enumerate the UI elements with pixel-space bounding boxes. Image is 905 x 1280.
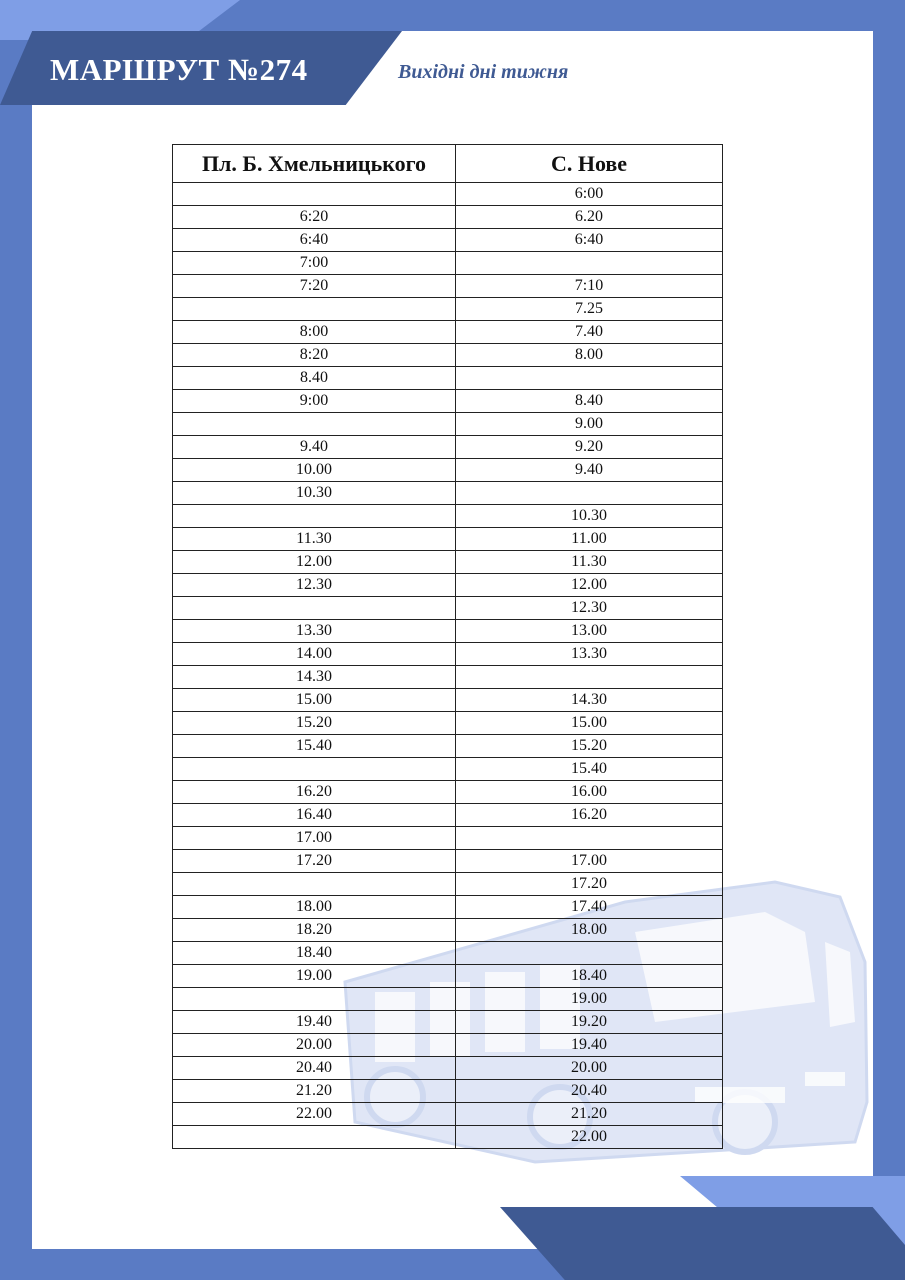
table-row xyxy=(173,1011,723,1034)
table-row xyxy=(173,620,723,643)
departure-time-square: 8:20 xyxy=(173,344,456,367)
departure-time-nove: 7:10 xyxy=(456,275,723,298)
departure-time-square: 7:00 xyxy=(173,252,456,275)
departure-time-nove: 17.40 xyxy=(456,896,723,919)
departure-time-square xyxy=(173,505,456,528)
table-row xyxy=(173,183,723,206)
departure-time-square: 15.40 xyxy=(173,735,456,758)
route-title: МАРШРУТ №274 xyxy=(50,52,308,87)
departure-time-nove: 20.40 xyxy=(456,1080,723,1103)
departure-time-square xyxy=(173,298,456,321)
schedule-table xyxy=(172,144,723,1149)
table-row xyxy=(173,1034,723,1057)
departure-time-square: 10.00 xyxy=(173,459,456,482)
departure-time-nove: 21.20 xyxy=(456,1103,723,1126)
departure-time-nove: 19.00 xyxy=(456,988,723,1011)
table-row xyxy=(173,781,723,804)
departure-time-nove: 7.25 xyxy=(456,298,723,321)
departure-time-square xyxy=(173,597,456,620)
departure-time-nove: 9.20 xyxy=(456,436,723,459)
table-row xyxy=(173,298,723,321)
departure-time-square: 14.30 xyxy=(173,666,456,689)
departure-time-nove: 6.20 xyxy=(456,206,723,229)
table-row xyxy=(173,482,723,505)
departure-time-nove: 22.00 xyxy=(456,1126,723,1149)
departure-time-nove: 10.30 xyxy=(456,505,723,528)
table-row xyxy=(173,206,723,229)
departure-time-square xyxy=(173,413,456,436)
table-row xyxy=(173,574,723,597)
departure-time-square: 13.30 xyxy=(173,620,456,643)
table-row xyxy=(173,1080,723,1103)
schedule-body xyxy=(173,183,723,1149)
table-row xyxy=(173,252,723,275)
departure-time-square xyxy=(173,1126,456,1149)
departure-time-square: 9:00 xyxy=(173,390,456,413)
column-header-nove-village: С. Нове xyxy=(456,145,723,183)
table-row xyxy=(173,919,723,942)
departure-time-nove: 8.40 xyxy=(456,390,723,413)
departure-time-square: 22.00 xyxy=(173,1103,456,1126)
departure-time-square: 16.20 xyxy=(173,781,456,804)
departure-time-nove: 18.40 xyxy=(456,965,723,988)
departure-time-square: 18.40 xyxy=(173,942,456,965)
departure-time-square: 21.20 xyxy=(173,1080,456,1103)
departure-time-square: 9.40 xyxy=(173,436,456,459)
departure-time-nove: 8.00 xyxy=(456,344,723,367)
departure-time-square: 6:20 xyxy=(173,206,456,229)
table-row xyxy=(173,735,723,758)
table-row xyxy=(173,367,723,390)
departure-time-nove: 14.30 xyxy=(456,689,723,712)
table-row xyxy=(173,988,723,1011)
departure-time-square: 20.00 xyxy=(173,1034,456,1057)
departure-time-square: 16.40 xyxy=(173,804,456,827)
table-row xyxy=(173,413,723,436)
departure-time-nove xyxy=(456,827,723,850)
table-row xyxy=(173,436,723,459)
table-row xyxy=(173,712,723,735)
departure-time-square: 14.00 xyxy=(173,643,456,666)
departure-time-square: 15.00 xyxy=(173,689,456,712)
schedule-subtitle: Вихідні дні тижня xyxy=(398,61,569,83)
table-row xyxy=(173,804,723,827)
departure-time-square: 8:00 xyxy=(173,321,456,344)
table-row xyxy=(173,666,723,689)
departure-time-nove: 12.00 xyxy=(456,574,723,597)
departure-time-square: 19.00 xyxy=(173,965,456,988)
departure-time-nove: 9.00 xyxy=(456,413,723,436)
departure-time-nove: 9.40 xyxy=(456,459,723,482)
table-row xyxy=(173,505,723,528)
departure-time-nove: 6:00 xyxy=(456,183,723,206)
table-row xyxy=(173,1126,723,1149)
table-row xyxy=(173,344,723,367)
table-row xyxy=(173,229,723,252)
departure-time-nove: 13.00 xyxy=(456,620,723,643)
departure-time-square: 19.40 xyxy=(173,1011,456,1034)
departure-time-nove: 7.40 xyxy=(456,321,723,344)
departure-time-nove: 13.30 xyxy=(456,643,723,666)
departure-time-nove: 15.00 xyxy=(456,712,723,735)
table-row xyxy=(173,528,723,551)
departure-time-nove: 17.00 xyxy=(456,850,723,873)
column-header-bohdan-khmelnytskyi-square: Пл. Б. Хмельницького xyxy=(173,145,456,183)
departure-time-square: 20.40 xyxy=(173,1057,456,1080)
departure-time-nove: 20.00 xyxy=(456,1057,723,1080)
departure-time-nove: 18.00 xyxy=(456,919,723,942)
departure-time-nove: 19.20 xyxy=(456,1011,723,1034)
departure-time-square: 12.00 xyxy=(173,551,456,574)
departure-time-nove xyxy=(456,942,723,965)
departure-time-square xyxy=(173,183,456,206)
departure-time-nove: 16.20 xyxy=(456,804,723,827)
departure-time-nove: 16.00 xyxy=(456,781,723,804)
departure-time-square: 17.20 xyxy=(173,850,456,873)
departure-time-square: 11.30 xyxy=(173,528,456,551)
table-row xyxy=(173,942,723,965)
departure-time-nove: 6:40 xyxy=(456,229,723,252)
table-header-row xyxy=(173,145,723,183)
table-row xyxy=(173,758,723,781)
departure-time-nove xyxy=(456,482,723,505)
table-row xyxy=(173,643,723,666)
departure-time-nove xyxy=(456,367,723,390)
departure-time-square xyxy=(173,988,456,1011)
departure-time-nove: 12.30 xyxy=(456,597,723,620)
table-row xyxy=(173,551,723,574)
departure-time-square: 15.20 xyxy=(173,712,456,735)
table-row xyxy=(173,459,723,482)
table-row xyxy=(173,827,723,850)
table-row xyxy=(173,1103,723,1126)
departure-time-square: 17.00 xyxy=(173,827,456,850)
departure-time-square xyxy=(173,873,456,896)
departure-time-square: 6:40 xyxy=(173,229,456,252)
departure-time-square: 7:20 xyxy=(173,275,456,298)
table-row xyxy=(173,390,723,413)
departure-time-nove: 17.20 xyxy=(456,873,723,896)
departure-time-square: 10.30 xyxy=(173,482,456,505)
table-row xyxy=(173,850,723,873)
table-row xyxy=(173,689,723,712)
corner-decoration-bottom-dark xyxy=(500,1207,905,1280)
departure-time-nove: 19.40 xyxy=(456,1034,723,1057)
table-row xyxy=(173,1057,723,1080)
departure-time-nove: 11.00 xyxy=(456,528,723,551)
departure-time-nove: 11.30 xyxy=(456,551,723,574)
departure-time-square: 8.40 xyxy=(173,367,456,390)
table-row xyxy=(173,965,723,988)
departure-time-square: 18.00 xyxy=(173,896,456,919)
table-row xyxy=(173,896,723,919)
departure-time-nove xyxy=(456,252,723,275)
table-row xyxy=(173,321,723,344)
departure-time-nove xyxy=(456,666,723,689)
departure-time-nove: 15.40 xyxy=(456,758,723,781)
departure-time-square: 18.20 xyxy=(173,919,456,942)
table-row xyxy=(173,275,723,298)
table-row xyxy=(173,597,723,620)
departure-time-nove: 15.20 xyxy=(456,735,723,758)
departure-time-square: 12.30 xyxy=(173,574,456,597)
departure-time-square xyxy=(173,758,456,781)
table-row xyxy=(173,873,723,896)
